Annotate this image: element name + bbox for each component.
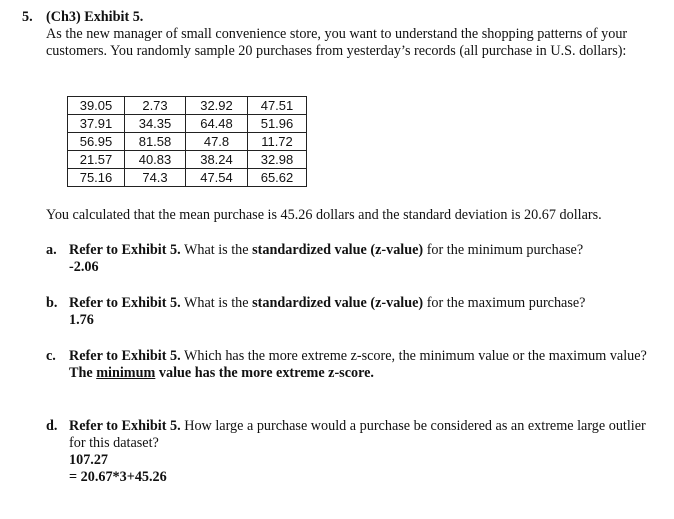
answer: 1.76	[69, 312, 94, 328]
table-cell: 21.57	[68, 151, 125, 169]
answer: -2.06	[69, 259, 99, 275]
part-letter: d.	[46, 418, 58, 434]
table-cell: 37.91	[68, 115, 125, 133]
part-d	[46, 418, 656, 486]
table-cell: 47.51	[248, 97, 307, 115]
table-cell: 47.8	[186, 133, 248, 151]
part-letter: b.	[46, 295, 58, 311]
question-emphasis: standardized value (z-value)	[252, 242, 424, 258]
exhibit-reference: Refer to Exhibit 5.	[69, 242, 181, 258]
exhibit-table	[67, 96, 307, 187]
exhibit-reference: Refer to Exhibit 5.	[69, 418, 181, 434]
table-cell: 32.98	[248, 151, 307, 169]
question-text: What is the	[183, 295, 249, 311]
table-cell: 40.83	[125, 151, 186, 169]
answer	[69, 365, 656, 382]
table-row	[68, 115, 307, 133]
part-a	[46, 242, 656, 276]
table-cell: 38.24	[186, 151, 248, 169]
part-question	[69, 295, 656, 312]
table-cell: 81.58	[125, 133, 186, 151]
answer-formula: = 20.67*3+45.26	[69, 469, 167, 485]
table-cell: 75.16	[68, 169, 125, 187]
question-title: (Ch3) Exhibit 5.	[46, 9, 144, 25]
question-text: for the maximum purchase?	[426, 295, 586, 311]
table-row	[68, 169, 307, 187]
table-cell: 64.48	[186, 115, 248, 133]
answer: 107.27	[69, 452, 109, 468]
question-number: 5.	[22, 9, 33, 25]
table-cell: 11.72	[248, 133, 307, 151]
part-letter: a.	[46, 242, 57, 258]
question-text: Which has the more extreme z-score, the minimum value or the maximum value?	[183, 348, 647, 364]
table-cell: 51.96	[248, 115, 307, 133]
table-cell: 74.3	[125, 169, 186, 187]
table-cell: 34.35	[125, 115, 186, 133]
table-cell: 39.05	[68, 97, 125, 115]
part-letter: c.	[46, 348, 56, 364]
part-question	[69, 348, 656, 365]
question-intro: As the new manager of small convenience store, you want to understand the shopping patterns of your customers. You randomly sample 20 purchases from yesterday’s records (all purchase in U.S. dollars):	[46, 26, 628, 59]
table-cell: 56.95	[68, 133, 125, 151]
part-question	[69, 242, 656, 259]
question-emphasis: standardized value (z-value)	[252, 295, 424, 311]
exhibit-reference: Refer to Exhibit 5.	[69, 348, 181, 364]
table-row	[68, 97, 307, 115]
question-text: for the minimum purchase?	[426, 242, 584, 258]
stats-text: You calculated that the mean purchase is 45.26 dollars and the standard deviation is 20.67 dollars.	[46, 207, 602, 223]
question-text: What is the	[183, 242, 249, 258]
table-cell: 65.62	[248, 169, 307, 187]
answer-underlined: minimum	[96, 365, 156, 381]
table-cell: 47.54	[186, 169, 248, 187]
table-cell: 32.92	[186, 97, 248, 115]
table-cell: 2.73	[125, 97, 186, 115]
table-row	[68, 133, 307, 151]
exhibit-reference: Refer to Exhibit 5.	[69, 295, 181, 311]
part-b	[46, 295, 656, 329]
question-text: How large a purchase would a purchase be considered as an extreme large outlier for this dataset?	[69, 418, 646, 451]
part-c	[46, 348, 656, 382]
answer-text: The	[69, 365, 93, 381]
question-header	[22, 9, 143, 26]
part-question	[69, 418, 656, 452]
answer-text: value has the more extreme z-score.	[158, 365, 374, 381]
table-row	[68, 151, 307, 169]
